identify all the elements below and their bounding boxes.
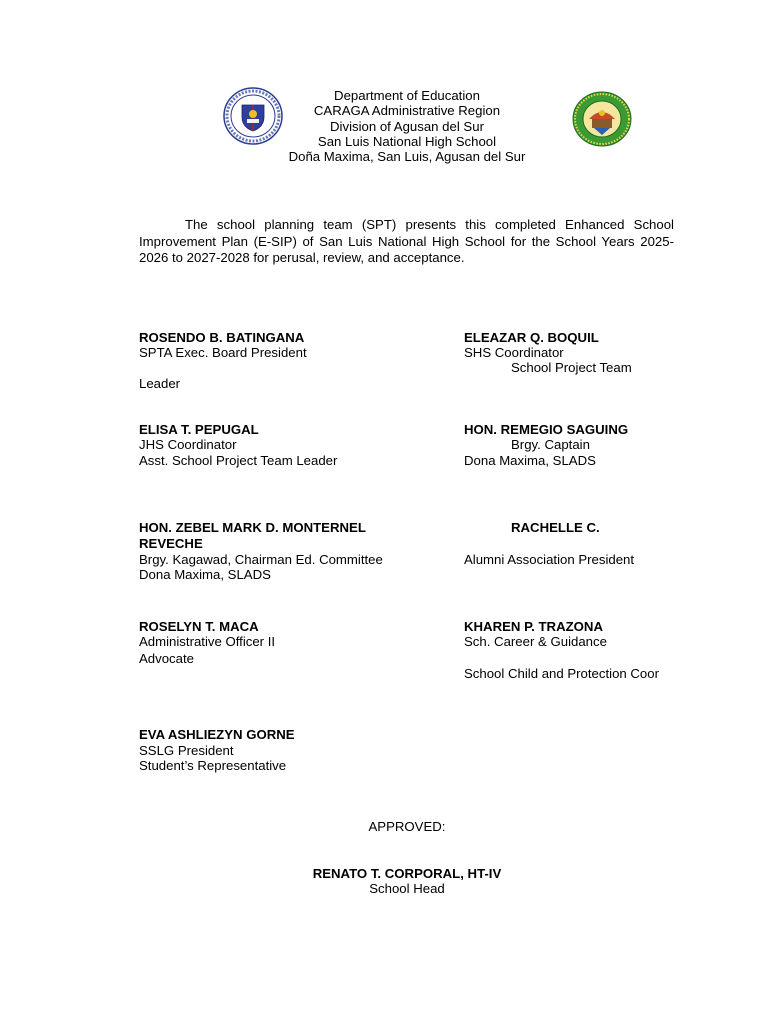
signatory-role: Dona Maxima, SLADS <box>139 567 271 582</box>
signatory-name: ROSELYN T. MACA <box>139 619 259 634</box>
signatory-name: ELEAZAR Q. BOQUIL <box>464 330 599 345</box>
signatory-role: Asst. School Project Team Leader <box>139 453 338 468</box>
header-line-address: Doña Maxima, San Luis, Agusan del Sur <box>288 149 526 165</box>
signatory-name-part: REVECHE <box>139 536 203 551</box>
signatory-title: Administrative Officer II <box>139 634 276 649</box>
signatory-title: JHS Coordinator <box>139 437 237 452</box>
school-seal-icon <box>572 91 632 147</box>
signatory-title: Alumni Association President <box>464 552 635 567</box>
signatory-name: ROSENDO B. BATINGANA <box>139 330 305 345</box>
signatory-title: SHS Coordinator <box>464 345 564 360</box>
approver-name: RENATO T. CORPORAL, HT-IV <box>312 866 502 881</box>
signatory-title: Brgy. Captain <box>511 437 590 452</box>
signatory-title: Brgy. Kagawad, Chairman Ed. Committee <box>139 552 383 567</box>
signatory-name: HON. ZEBEL MARK D. MONTERNEL <box>139 520 366 535</box>
intro-paragraph: The school planning team (SPT) presents this completed Enhanced School Improvement Plan (E-SIP) of San Luis National High School for the School Years 2025-2026 to 2027-2028 for perusal, review, and acceptance. <box>139 217 674 266</box>
letterhead <box>250 88 564 164</box>
signatory-title: SSLG President <box>139 743 234 758</box>
signatory-role: School Child and Protection Coor <box>464 666 659 681</box>
signatory-name: ELISA T. PEPUGAL <box>139 422 259 437</box>
signatory-title: SPTA Exec. Board President <box>139 345 307 360</box>
signatory-name: EVA ASHLIEZYN GORNE <box>139 727 295 742</box>
signatory-name-part: RACHELLE C. <box>511 520 600 535</box>
signatory-role: Leader <box>139 376 181 391</box>
signatory-role: Dona Maxima, SLADS <box>464 453 596 468</box>
approved-label: APPROVED: <box>368 819 446 834</box>
signatory-role: School Project Team <box>511 360 632 375</box>
header-line-school: San Luis National High School <box>317 133 497 149</box>
signatory-role: Advocate <box>139 651 194 666</box>
header-line-agency: Department of Education <box>334 88 480 103</box>
signatory-name: KHAREN P. TRAZONA <box>464 619 603 634</box>
header-line-region: CARAGA Administrative Region <box>313 103 501 119</box>
signatory-name: HON. REMEGIO SAGUING <box>464 422 629 437</box>
signatory-title: Sch. Career & Guidance <box>464 634 607 649</box>
approver-title: School Head <box>369 881 445 896</box>
header-line-division: Division of Agusan del Sur <box>330 118 484 134</box>
signatory-role: Student’s Representative <box>139 758 287 773</box>
